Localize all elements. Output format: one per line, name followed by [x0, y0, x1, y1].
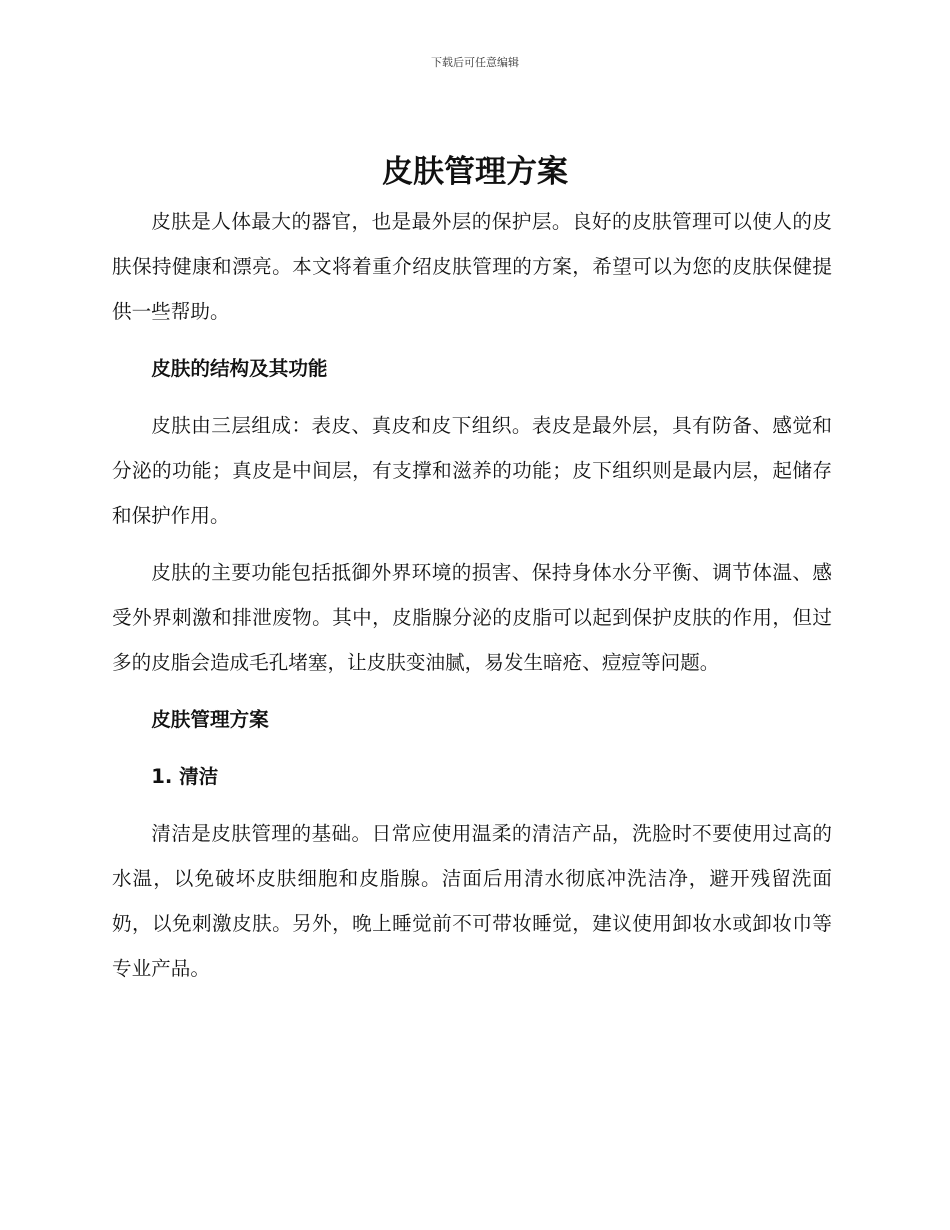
- intro-paragraph: 皮肤是人体最大的器官，也是最外层的保护层。良好的皮肤管理可以使人的皮肤保持健康和漂亮。本文将着重介绍皮肤管理的方案，希望可以为您的皮肤保健提供一些帮助。: [112, 210, 832, 323]
- function-paragraph: 皮肤的主要功能包括抵御外界环境的损害、保持身体水分平衡、调节体温、感受外界刺激和排泄废物。其中，皮脂腺分泌的皮脂可以起到保护皮肤的作用，但过多的皮脂会造成毛孔堵塞，让皮肤变油腻，易发生暗疮、痘痘等问题。: [112, 561, 832, 674]
- structure-paragraph: 皮肤由三层组成：表皮、真皮和皮下组织。表皮是最外层，具有防备、感觉和分泌的功能；真皮是中间层，有支撑和滋养的功能；皮下组织则是最内层，起储存和保护作用。: [112, 414, 832, 527]
- header-note: 下载后可任意编辑: [431, 56, 519, 69]
- subsection-heading-cleansing: 1. 清洁: [151, 765, 219, 788]
- document-body: [112, 199, 832, 1003]
- section-heading-plan: 皮肤管理方案: [151, 708, 269, 731]
- cleansing-paragraph: 清洁是皮肤管理的基础。日常应使用温柔的清洁产品，洗脸时不要使用过高的水温，以免破坏皮肤细胞和皮脂腺。洁面后用清水彻底冲洗洁净，避开残留洗面奶，以免刺激皮肤。另外，晚上睡觉前不可带妆睡觉，建议使用卸妆水或卸妆巾等专业产品。: [112, 822, 832, 980]
- document-title: 皮肤管理方案: [382, 154, 568, 190]
- section-heading-structure: 皮肤的结构及其功能: [151, 357, 328, 380]
